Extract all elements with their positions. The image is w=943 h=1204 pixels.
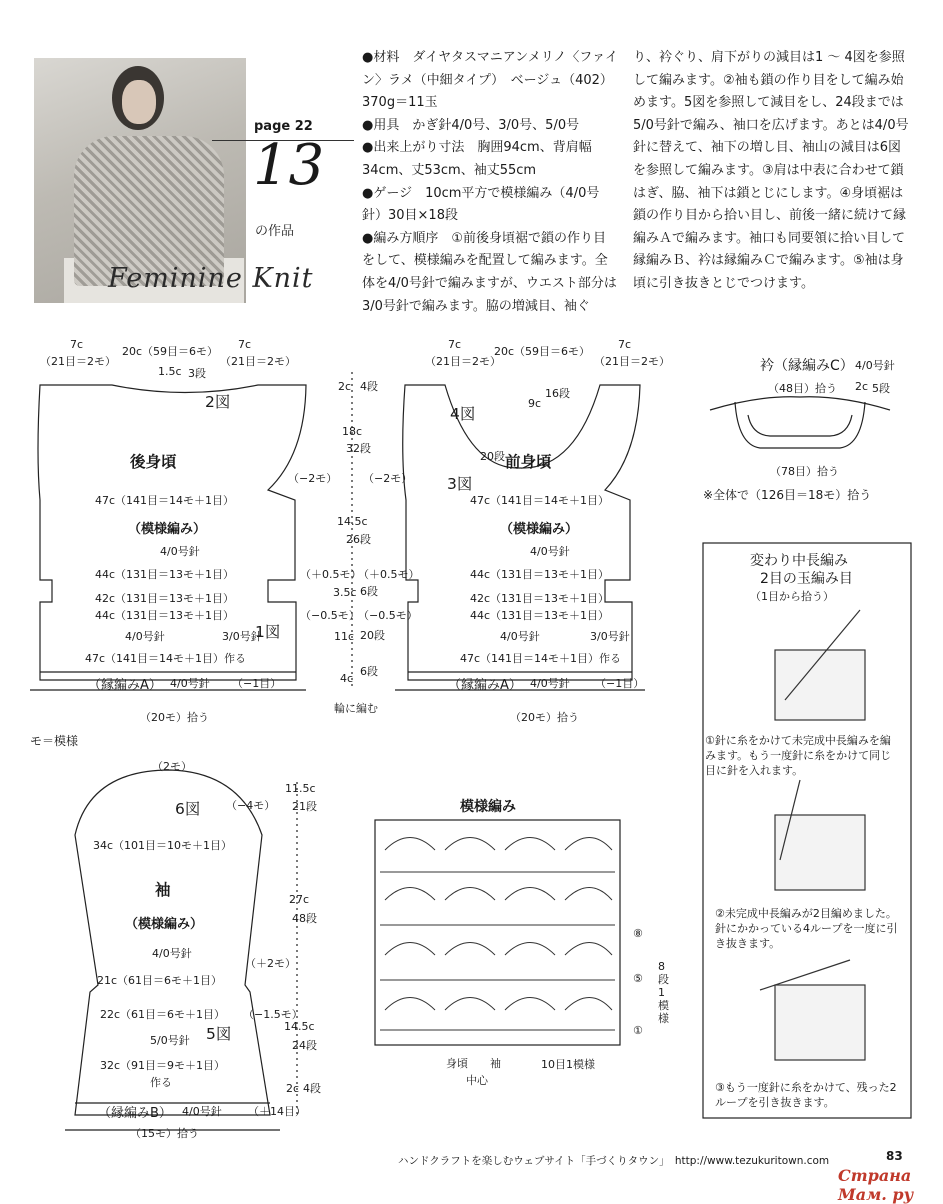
sleeve-m4-rows: 4段 [303,1082,321,1095]
stitch-caption-3: ③もう一度針に糸をかけて、残った2ループを引き抜きます。 [715,1081,897,1109]
back-shoulder-right-st: （21目＝2モ） [220,355,296,368]
sleeve-inc: （＋2モ） [245,957,296,970]
dec-left: （−0.5モ） [300,609,360,622]
pattern-chart-title: 模様編み [460,799,516,815]
page-number: 83 [886,1149,903,1163]
front-shoulder-left: 7c [448,338,462,351]
dec-right: （−0.5モ） [358,609,418,622]
back-pattern: （模様編み） [128,522,207,537]
sleeve-m1-rows: 21段 [292,800,317,813]
back-neck-depth: 1.5c [158,365,182,378]
fig-1-label: 1図 [255,623,281,641]
sleeve-needle-2: 5/0号針 [150,1034,190,1047]
stitch-subtitle: （1目から拾う） [750,590,834,603]
back-needle-2: 4/0号針 [125,630,165,643]
front-row-1: 47c（141目＝14モ＋1目） [470,494,610,507]
sleeve-row-2: 21c（61目＝6モ＋1目） [97,974,223,987]
back-edge-dec: （−1目） [232,677,282,690]
sleeve-edge: （縁編みB） [98,1106,172,1121]
front-pattern: （模様編み） [500,522,579,537]
sleeve-edge-inc: （＋14目） [248,1105,306,1118]
inc-right: （＋0.5モ） [358,568,420,581]
back-edge-needle: 4/0号針 [170,677,210,690]
stitch-title-2: 2目の玉編み目 [760,571,853,587]
back-side-dec: （−2モ） [288,472,338,485]
fig-2-label: 2図 [205,393,231,411]
pattern-repeat-rows: 8段1模様 [658,960,669,1025]
sleeve-row-4: 32c（91目＝9モ＋1目） [100,1059,226,1072]
inc-left: （＋0.5モ） [300,568,362,581]
collar-pick-78: （78目）拾う [770,465,839,478]
back-row-4: 44c（131目＝13モ＋1目） [95,609,235,622]
back-shoulder-left: 7c [70,338,84,351]
sleeve-m4: 2c [286,1082,300,1095]
front-shoulder-left-st: （21目＝2モ） [425,355,501,368]
sleeve-title: 袖 [155,881,171,899]
collar-outline [710,397,890,410]
pattern-sleeve: 袖 [490,1057,501,1070]
sleeve-m2-rows: 48段 [292,912,317,925]
knit-in-round: 輪に編む [334,702,378,715]
measure-v5: 11c [334,630,355,643]
pattern-body: 身頃 [446,1057,468,1070]
fig-3-label: 3図 [447,475,473,493]
tools: ●用具 かぎ針4/0号、3/0号、5/0号 [362,117,580,133]
gauge: ●ゲージ 10cm平方で模様編み（4/0号針）30目×18段 [362,185,600,224]
pattern-row-1: ① [633,1024,643,1037]
back-neck-depth-rows: 3段 [188,367,206,380]
front-body-title: 前身頃 [505,453,552,471]
sleeve-row-1: 34c（101目＝10モ＋1目） [93,839,233,852]
measure-v4: 3.5c [333,586,357,599]
feminine-knit-script: Feminine Knit [108,263,314,294]
measure-v6-rows: 6段 [360,665,378,678]
fig-5-label: 5図 [206,1025,232,1043]
front-row-5: 47c（141目＝14モ＋1目）作る [460,652,622,665]
front-side-dec: （−2モ） [363,472,413,485]
collar-rows: 5段 [872,382,890,395]
pattern-chart-frame [375,820,620,1045]
sleeve-needle-1: 4/0号針 [152,947,192,960]
front-needle-1: 4/0号針 [530,545,570,558]
back-pickup: （20モ）拾う [140,711,209,724]
stitch-caption-2: ②未完成中長編みが2目編めました。針にかかっている4ループを一度に引き抜きます。 [715,907,898,950]
materials: ●材料 ダイヤタスマニアンメリノ〈ファイン〉ラメ（中細タイプ） ベージュ（402）370g＝11玉 [362,50,619,111]
sleeve-dec-top: （−4モ） [226,799,276,812]
sleeve-edge-needle: 4/0号針 [182,1105,222,1118]
front-row-3: 42c（131目＝13モ＋1目） [470,592,610,605]
pattern-chart-motifs [380,838,615,1031]
sleeve-top: （2モ） [152,760,192,773]
front-shoulder-right: 7c [618,338,632,351]
finished-size: ●出来上がり寸法 胸囲94cm、背肩幅34cm、丈53cm、袖丈55cm [362,140,592,178]
measure-v2-rows: 32段 [346,442,371,455]
sleeve-m2: 27c [289,893,310,906]
front-edge: （縁編みA） [448,678,522,693]
sleeve-pattern: （模様編み） [125,917,204,932]
page-reference: page 22 [254,119,313,134]
fig-6-label: 6図 [175,800,201,818]
sleeve-m1: 11.5c [285,782,316,795]
front-neck-depth-rows: 16段 [545,387,570,400]
back-needle-1: 4/0号針 [160,545,200,558]
front-neck-width: 20c（59目＝6モ） [494,345,591,358]
sleeve-pickup: （15モ）拾う [130,1127,199,1140]
pattern-repeat-stitches: 10目1模様 [541,1058,595,1071]
mo-note: モ＝模様 [30,734,79,748]
site-watermark: Страна Мам. ру [838,1166,914,1204]
back-row-1: 47c（141目＝14モ＋1目） [95,494,235,507]
sleeve-m3-rows: 24段 [292,1039,317,1052]
front-needle-2: 4/0号針 [500,630,540,643]
measure-v3: 14.5c [337,515,368,528]
back-edge: （縁編みA） [88,678,162,693]
collar-pick-48: （48目）拾う [768,382,837,395]
pattern-number: 13 [253,133,325,198]
collar-total: ※全体で（126目＝18モ）拾う [703,488,872,502]
front-edge-dec: （−1目） [595,677,645,690]
instructions-column-2: り、衿ぐり、肩下がりの減目は1 ～ 4図を参照して編みます。②袖も鎖の作り目をして編み始めます。5図を参照して減目をし、24段までは5/0号針で編み、袖口を広げます。あとは4/0号針に替えて、袖下の増し目、袖山の減目は6図を参照して編みます。③肩は中表に合わせて鎖はぎ、脇、袖下は鎖とじにします。④身頃裾は鎖の作り目から拾い目し、前後一緒に続けて縁編みＡで編みます。袖口も同要領に拾い目して縁編みＢ、衿は縁編みＣで編みます。⑤袖は身頃に引き抜きとじでつけます。 [633,50,909,291]
pattern-row-8: ⑧ [633,927,643,940]
back-neck-width: 20c（59目＝6モ） [122,345,219,358]
measure-v6: 4c [340,672,354,685]
crochet-illustrations [760,610,865,1060]
collar-title: 衿（縁編みC） [760,358,854,374]
back-needle-3: 3/0号針 [222,630,262,643]
back-row-2: 44c（131目＝13モ＋1目） [95,568,235,581]
back-row-5: 47c（141目＝14モ＋1目）作る [85,652,247,665]
measure-v3-rows: 26段 [346,533,371,546]
method: ●編み方順序 ①前後身頃裾で鎖の作り目をして、模様編みを配置して編みます。全体を4/0号針で編みますが、ウエスト部分は3/0号針で編みます。脇の増減目、袖ぐ [362,230,617,314]
collar-height: 2c [855,380,869,393]
sleeve-m3: 14.5c [284,1020,315,1033]
sleeve-row-3: 22c（61目＝6モ＋1目） [100,1008,226,1021]
front-edge-needle: 4/0号針 [530,677,570,690]
front-row-4: 44c（131目＝13モ＋1目） [470,609,610,622]
front-shoulder-right-st: （21目＝2モ） [594,355,670,368]
front-pickup: （20モ）拾う [510,711,579,724]
measure-v2: 18c [342,425,363,438]
measure-v4-rows: 6段 [360,585,378,598]
front-row-2: 44c（131目＝13モ＋1目） [470,568,610,581]
stitch-caption-1: ①針に糸をかけて未完成中長編みを編みます。もう一度針に糸をかけて同じ目に針を入れます。 [705,734,892,777]
fig-4-label: 4図 [450,405,476,423]
measure-v5-rows: 20段 [360,629,385,642]
back-shoulder-right: 7c [238,338,252,351]
stitch-title-1: 変わり中長編み [750,553,848,569]
sleeve-dec: （−1.5モ） [243,1008,303,1021]
front-neck-rows: 20段 [480,450,505,463]
back-row-3: 42c（131目＝13モ＋1目） [95,592,235,605]
measure-v1-rows: 4段 [360,380,378,393]
sleeve-make: 作る [150,1076,172,1089]
footer-text: ハンドクラフトを楽しむウェブサイト「手づくりタウン」 http://www.tezukuritown.com [398,1155,830,1167]
back-shoulder-left-st: （21目＝2モ） [40,355,116,368]
sakuhin-label: の作品 [255,224,295,239]
collar-needle: 4/0号針 [855,359,895,372]
front-neck-depth: 9c [528,397,542,410]
back-body-title: 後身頃 [130,453,177,471]
pattern-center: 中心 [466,1074,488,1087]
measure-v1: 2c [338,380,352,393]
pattern-row-5: ⑤ [633,972,643,985]
front-needle-3: 3/0号針 [590,630,630,643]
